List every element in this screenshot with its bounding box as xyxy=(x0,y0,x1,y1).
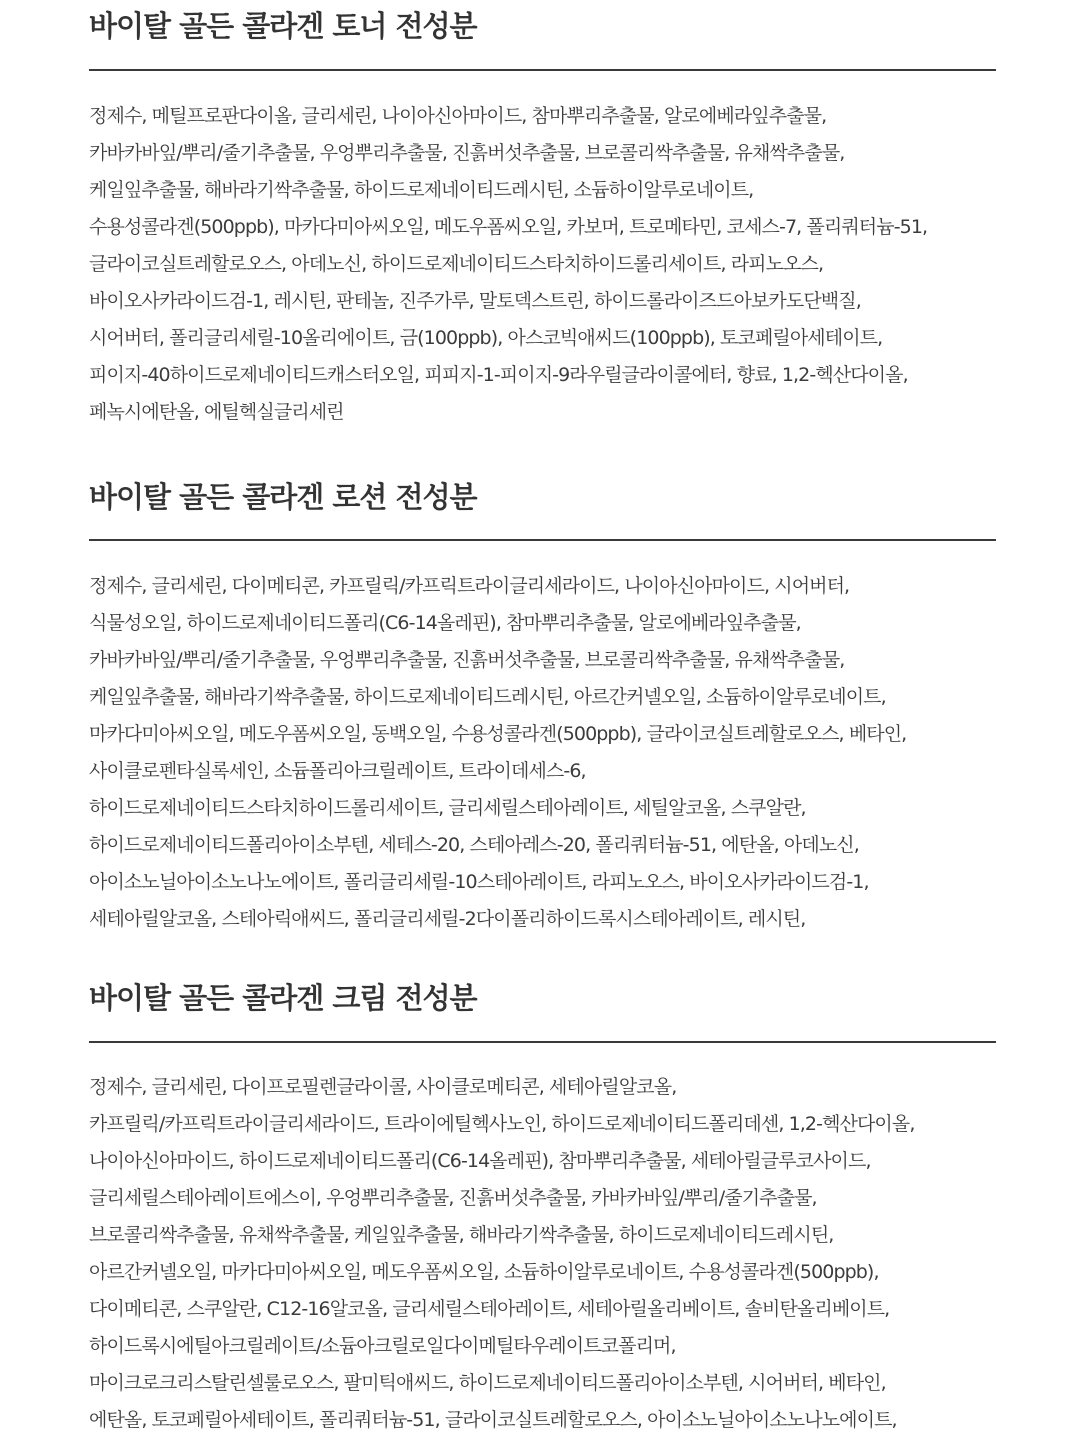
ingredient-line: 식물성오일, 하이드로제네이티드폴리(C6-14올레핀), 참마뿌리추출물, 알로에베라잎추출물, xyxy=(89,612,801,634)
ingredient-line: 수용성콜라겐(500ppb), 마카다미아씨오일, 메도우폼씨오일, 카보머, 트로메타민, 코세스-7, 폴리쿼터늄-51, xyxy=(89,216,928,238)
ingredient-line: 사이클로펜타실록세인, 소듐폴리아크릴레이트, 트라이데세스-6, xyxy=(89,760,586,782)
ingredient-line: 하이드록시에틸아크릴레이트/소듐아크릴로일다이메틸타우레이트코폴리머, xyxy=(89,1335,676,1357)
ingredient-list xyxy=(89,1069,1009,1439)
toner-ingredients-section xyxy=(89,6,996,423)
ingredient-line: 정제수, 글리세린, 다이프로필렌글라이콜, 사이클로메티콘, 세테아릴알코올, xyxy=(89,1076,677,1098)
ingredient-line: 정제수, 글리세린, 다이메티콘, 카프릴릭/카프릭트라이글리세라이드, 나이아신아마이드, 시어버터, xyxy=(89,575,850,597)
ingredient-line: 바이오사카라이드검-1, 레시틴, 판테놀, 진주가루, 말토덱스트린, 하이드롤라이즈드아보카도단백질, xyxy=(89,290,861,312)
ingredient-line: 카바카바잎/뿌리/줄기추출물, 우엉뿌리추출물, 진흙버섯추출물, 브로콜리싹추출물, 유채싹추출물, xyxy=(89,649,845,671)
ingredient-line: 브로콜리싹추출물, 유채싹추출물, 케일잎추출물, 해바라기싹추출물, 하이드로제네이티드레시틴, xyxy=(89,1224,834,1246)
ingredient-line: 에탄올, 토코페릴아세테이트, 폴리쿼터늄-51, 글라이코실트레할로오스, 아이소노닐아이소노나노에이트, xyxy=(89,1409,897,1431)
ingredient-line: 아르간커넬오일, 마카다미아씨오일, 메도우폼씨오일, 소듐하이알루로네이트, 수용성콜라겐(500ppb), xyxy=(89,1261,879,1283)
ingredient-line: 시어버터, 폴리글리세릴-10올리에이트, 금(100ppb), 아스코빅애씨드(100ppb), 토코페릴아세테이트, xyxy=(89,327,883,349)
ingredient-line: 글리세릴스테아레이트에스이, 우엉뿌리추출물, 진흙버섯추출물, 카바카바잎/뿌리/줄기추출물, xyxy=(89,1187,817,1209)
ingredient-line: 하이드로제네이티드스타치하이드롤리세이트, 글리세릴스테아레이트, 세틸알코올, 스쿠알란, xyxy=(89,797,806,819)
lotion-ingredients-section xyxy=(89,477,996,930)
ingredient-line: 아이소노닐아이소노나노에이트, 폴리글리세릴-10스테아레이트, 라피노오스, 바이오사카라이드검-1, xyxy=(89,871,869,893)
cream-ingredients-section xyxy=(89,978,996,1431)
ingredient-line: 마이크로크리스탈린셀룰로오스, 팔미틱애씨드, 하이드로제네이티드폴리아이소부텐, 시어버터, 베타인, xyxy=(89,1372,886,1394)
ingredient-line: 마카다미아씨오일, 메도우폼씨오일, 동백오일, 수용성콜라겐(500ppb), 글라이코실트레할로오스, 베타인, xyxy=(89,723,907,745)
section-title: 바이탈 골든 콜라겐 토너 전성분 xyxy=(89,9,477,43)
ingredient-line: 정제수, 메틸프로판다이올, 글리세린, 나이아신아마이드, 참마뿌리추출물, 알로에베라잎추출물, xyxy=(89,105,827,127)
section-divider xyxy=(89,69,996,71)
section-title: 바이탈 골든 콜라겐 로션 전성분 xyxy=(89,480,477,514)
ingredient-line: 피이지-40하이드로제네이티드캐스터오일, 피피지-1-피이지-9라우릴글라이콜에터, 향료, 1,2-헥산다이올, xyxy=(89,364,908,386)
ingredient-list xyxy=(89,568,1009,938)
ingredient-list xyxy=(89,98,1009,431)
section-divider xyxy=(89,1041,996,1043)
ingredient-line: 나이아신아마이드, 하이드로제네이티드폴리(C6-14올레핀), 참마뿌리추출물, 세테아릴글루코사이드, xyxy=(89,1150,871,1172)
ingredient-line: 세테아릴알코올, 스테아릭애씨드, 폴리글리세릴-2다이폴리하이드록시스테아레이트, 레시틴, xyxy=(89,908,806,930)
ingredient-line: 케일잎추출물, 해바라기싹추출물, 하이드로제네이티드레시틴, 아르간커넬오일, 소듐하이알루로네이트, xyxy=(89,686,886,708)
ingredient-line: 카바카바잎/뿌리/줄기추출물, 우엉뿌리추출물, 진흙버섯추출물, 브로콜리싹추출물, 유채싹추출물, xyxy=(89,142,845,164)
ingredient-line: 케일잎추출물, 해바라기싹추출물, 하이드로제네이티드레시틴, 소듐하이알루로네이트, xyxy=(89,179,754,201)
ingredient-line: 하이드로제네이티드폴리아이소부텐, 세테스-20, 스테아레스-20, 폴리쿼터늄-51, 에탄올, 아데노신, xyxy=(89,834,859,856)
section-title: 바이탈 골든 콜라겐 크림 전성분 xyxy=(89,981,477,1015)
section-divider xyxy=(89,539,996,541)
ingredient-line: 페녹시에탄올, 에틸헥실글리세린 xyxy=(89,401,344,423)
ingredient-line: 다이메티콘, 스쿠알란, C12-16알코올, 글리세릴스테아레이트, 세테아릴올리베이트, 솔비탄올리베이트, xyxy=(89,1298,890,1320)
ingredient-line: 카프릴릭/카프릭트라이글리세라이드, 트라이에틸헥사노인, 하이드로제네이티드폴리데센, 1,2-헥산다이올, xyxy=(89,1113,915,1135)
ingredient-line: 글라이코실트레할로오스, 아데노신, 하이드로제네이티드스타치하이드롤리세이트, 라피노오스, xyxy=(89,253,824,275)
